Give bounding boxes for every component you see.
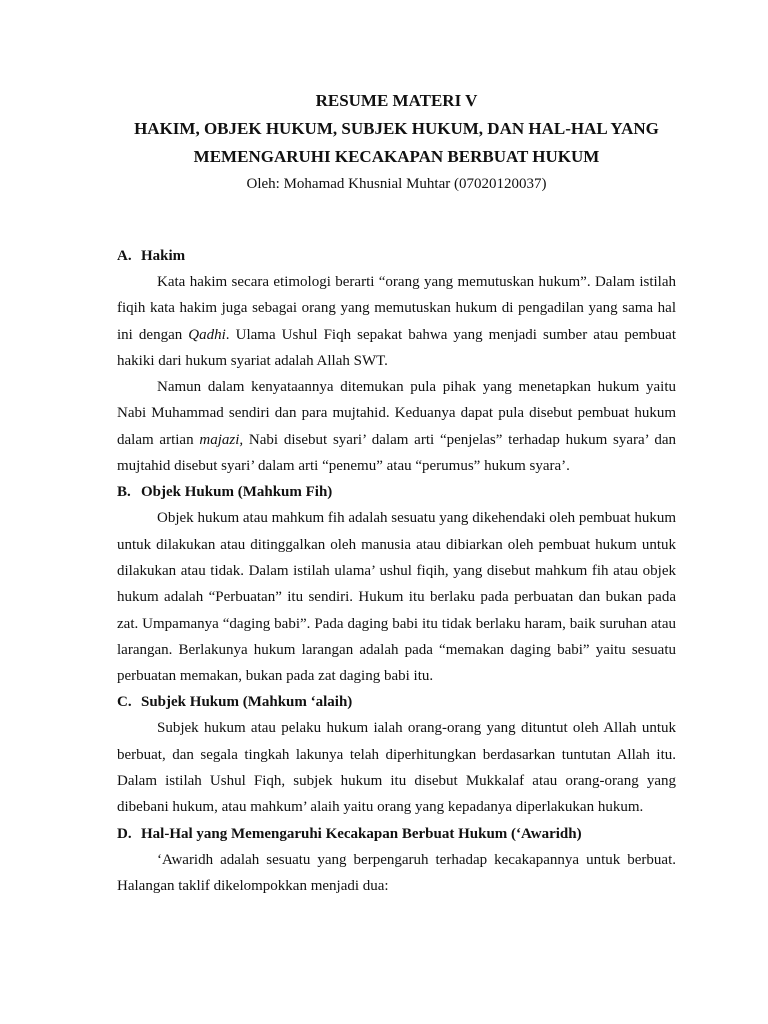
section-heading-text: Hakim [141, 248, 186, 264]
paragraph-text: Kata hakim secara etimologi berarti “orang yang memutuskan hukum”. Dalam istilah fiqih kata hakim juga sebagai orang yang memutuskan hukum di pengadilan yang sama hal ini dengan [117, 274, 676, 343]
section-heading [117, 689, 676, 715]
section-heading-text: Subjek Hukum (Mahkum ‘alaih) [141, 694, 353, 711]
section-heading [117, 479, 676, 505]
document-title-line-1: RESUME MATERI V [315, 91, 478, 110]
paragraph-text: Nabi disebut syari’ dalam arti “penjelas” terhadap hukum syara’ dan mujtahid disebut syari’ dalam arti “penemu” atau “perumus” hukum syara’. [117, 431, 677, 475]
section-subjek-hukum [117, 689, 676, 820]
section-heading [117, 821, 676, 847]
paragraph-italic-term: Qadhi [188, 326, 226, 343]
document-author: Oleh: Mohamad Khusnial Muhtar (07020120037) [246, 176, 547, 192]
document-title-line-2: HAKIM, OBJEK HUKUM, SUBJEK HUKUM, DAN HAL-HAL YANG [134, 119, 659, 138]
paragraph [117, 715, 676, 820]
paragraph [117, 374, 676, 479]
section-letter: B. [117, 484, 131, 501]
paragraph-italic-term: majazi, [199, 431, 244, 448]
section-letter: A. [117, 248, 132, 264]
section-heading-text: Objek Hukum (Mahkum Fih) [141, 484, 333, 501]
document-title-line-3: MEMENGARUHI KECAKAPAN BERBUAT HUKUM [193, 147, 600, 166]
section-awaridh [117, 821, 676, 900]
section-heading [117, 243, 676, 269]
paragraph-text: . Ulama Ushul Fiqh sepakat bahwa yang menjadi sumber atau pembuat hakiki dari hukum syariat adalah Allah SWT. [117, 326, 676, 369]
paragraph-text: ‘Awaridh adalah sesuatu yang berpengaruh terhadap kecakapannya untuk berbuat. Halangan taklif dikelompokkan menjadi dua: [117, 851, 676, 894]
paragraph [117, 269, 676, 374]
paragraph [117, 505, 676, 689]
paragraph-text: Namun dalam kenyataannya ditemukan pula pihak yang menetapkan hukum yaitu Nabi Muhammad sendiri dan para mujtahid. Keduanya dapat pula disebut pembuat hukum dalam artian [117, 379, 676, 448]
paragraph-text: Objek hukum atau mahkum fih adalah sesuatu yang dikehendaki oleh pembuat hukum untuk dilakukan atau ditinggalkan oleh manusia atau dibiarkan oleh pembuat hukum untuk dilakukan atau tidak. Dalam istilah ulama’ ushul fiqih, yang disebut mahkum fih atau objek hukum adalah “Perbuatan” itu sendiri. Hukum itu berlaku pada perbuatan dan bukan pada zat. Umpamanya “daging babi”. Pada daging babi itu tidak berlaku haram, baik suruhan atau larangan. Berlakunya hukum larangan adalah pada “memakan daging babi” yaitu sesuatu perbuatan memakan, bukan pada zat daging babi itu. [117, 510, 676, 685]
section-hakim [117, 243, 676, 479]
paragraph [117, 847, 676, 900]
section-heading-text: Hal-Hal yang Memengaruhi Kecakapan Berbuat Hukum (‘Awaridh) [141, 825, 582, 842]
paragraph-text: Subjek hukum atau pelaku hukum ialah orang-orang yang dituntut oleh Allah untuk berbuat, dan segala tingkah lakunya telah diperhitungkan berdasarkan tuntutan Allah itu. Dalam istilah Ushul Fiqh, subjek hukum itu disebut Mukkalaf atau orang-orang yang dibebani hukum, atau mahkum’ alaih yaitu orang yang kepadanya diperlakukan hukum. [117, 720, 676, 816]
section-letter: C. [117, 694, 132, 711]
section-objek-hukum [117, 479, 676, 689]
section-letter: D. [117, 825, 132, 842]
title-spacer [117, 197, 676, 243]
